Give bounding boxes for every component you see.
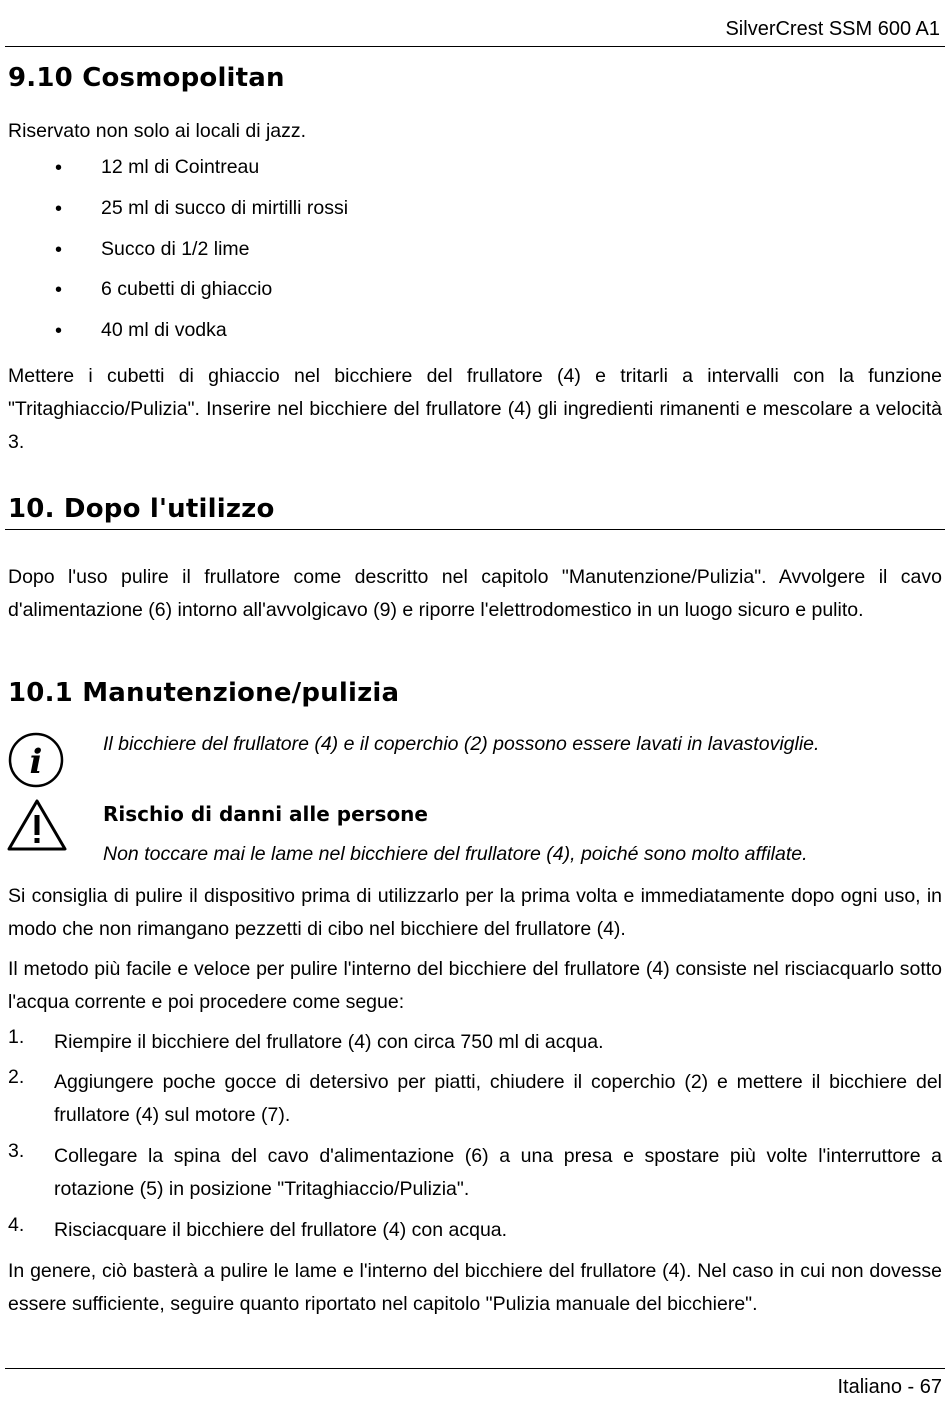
step-number: 1. — [8, 1026, 25, 1048]
cleaning-paragraph-1: Si consiglia di pulire il dispositivo prima di utilizzarlo per la prima volta e immediatamente dopo ogni uso, in modo che non rimangano pezzetti di cibo nel bicchiere del frullatore (4). — [8, 885, 942, 940]
section-heading-10-1: 10.1 Manutenzione/pulizia — [8, 678, 400, 708]
bullet-dot: • — [55, 239, 63, 261]
bullet-dot: • — [55, 157, 63, 179]
step-number: 3. — [8, 1140, 25, 1162]
warning-triangle-icon — [6, 798, 68, 852]
closing-paragraph: In genere, ciò basterà a pulire le lame e l'interno del bicchiere del frullatore (4). Nel caso in cui non dovesse essere sufficiente, seguire quanto riportato nel capitolo "Pulizia manuale del bicchiere". — [8, 1260, 942, 1315]
step-number: 4. — [8, 1214, 25, 1236]
step-text: Collegare la spina del cavo d'alimentazione (6) a una presa e spostare più volte l'interruttore a rotazione (5) in posizione "Tritaghiaccio/Pulizia". — [54, 1145, 942, 1200]
svg-text:i: i — [29, 742, 43, 782]
bullet-dot: • — [55, 198, 63, 220]
dishwasher-note: Il bicchiere del frullatore (4) e il coperchio (2) possono essere lavati in lavastoviglie. — [103, 733, 820, 755]
info-icon — [7, 731, 65, 789]
ingredient-item: Succo di 1/2 lime — [101, 238, 250, 260]
ingredient-item: 25 ml di succo di mirtilli rossi — [101, 197, 349, 219]
section-heading-9-10: 9.10 Cosmopolitan — [8, 63, 285, 93]
ingredient-item: 6 cubetti di ghiaccio — [101, 278, 273, 300]
header-rule — [5, 46, 945, 47]
bullet-dot: • — [55, 279, 63, 301]
warning-text: Non toccare mai le lame nel bicchiere del frullatore (4), poiché sono molto affilate. — [103, 843, 808, 865]
step-text: Aggiungere poche gocce di detersivo per piatti, chiudere il coperchio (2) e mettere il bicchiere del frullatore (4) sul motore (7). — [54, 1071, 942, 1126]
step-text: Risciacquare il bicchiere del frullatore (4) con acqua. — [54, 1219, 508, 1241]
step-number: 2. — [8, 1066, 25, 1088]
ingredient-item: 12 ml di Cointreau — [101, 156, 260, 178]
bullet-dot: • — [55, 320, 63, 342]
section-rule — [5, 529, 945, 530]
cocktail-instructions: Mettere i cubetti di ghiaccio nel bicchiere del frullatore (4) e tritarli a intervalli con la funzione "Tritaghiaccio/Pulizia". Inserire nel bicchiere del frullatore (4) gli ingredienti rimanenti e mescolare a velocità 3. — [8, 365, 942, 453]
cocktail-intro: Riservato non solo ai locali di jazz. — [8, 120, 307, 142]
step-text: Riempire il bicchiere del frullatore (4) con circa 750 ml di acqua. — [54, 1031, 604, 1053]
section-heading-10: 10. Dopo l'utilizzo — [8, 494, 275, 524]
after-use-paragraph: Dopo l'uso pulire il frullatore come descritto nel capitolo "Manutenzione/Pulizia". Avvolgere il cavo d'alimentazione (6) intorno all'avvolgicavo (9) e riporre l'elettrodomestico in un luogo sicuro e pulito. — [8, 566, 942, 621]
page-header-title: SilverCrest SSM 600 A1 — [725, 18, 940, 40]
footer-rule — [5, 1368, 945, 1369]
cleaning-paragraph-2: Il metodo più facile e veloce per pulire l'interno del bicchiere del frullatore (4) consiste nel risciacquarlo sotto l'acqua corrente e poi procedere come segue: — [8, 958, 942, 1013]
ingredient-item: 40 ml di vodka — [101, 319, 227, 341]
page-number: Italiano - 67 — [837, 1376, 942, 1398]
warning-title: Rischio di danni alle persone — [103, 802, 428, 826]
